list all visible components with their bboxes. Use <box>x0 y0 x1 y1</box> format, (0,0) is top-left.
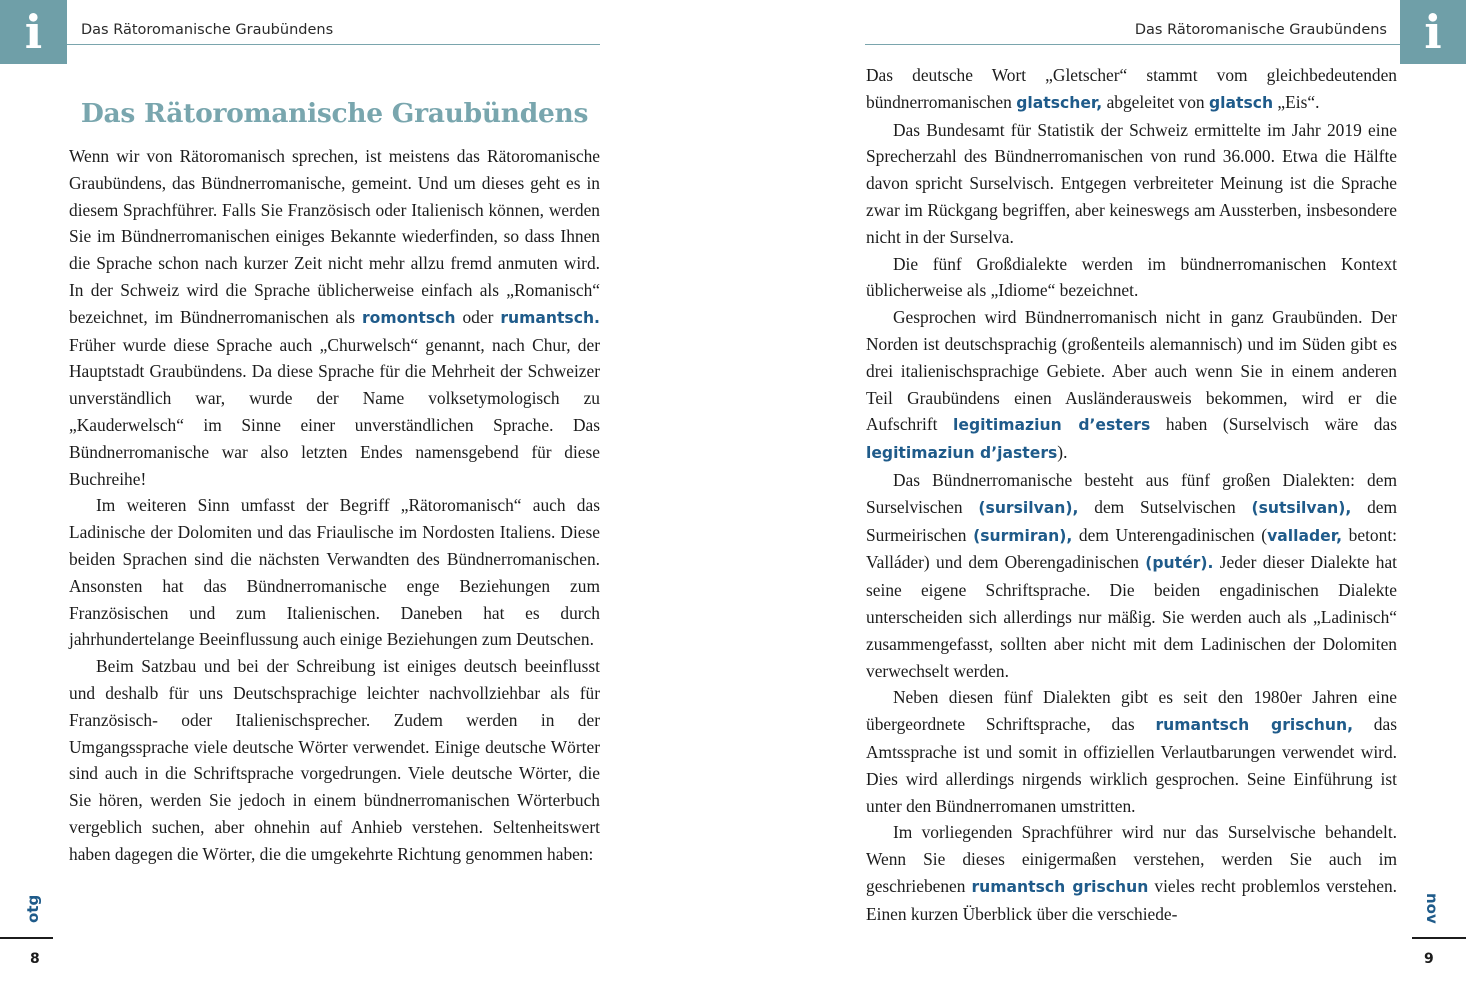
text-run: Wenn wir von Rätoromanisch sprechen, ist meistens das Rätoromanische Graubündens, das Bündnerromanische, gemeint. Und um dieses geht es in diesem Sprachführer. Falls Sie Französisch oder Italienisch können, werden Sie im Bündnerromanischen einiges Bekannte wiederfinden, so dass Ihnen die Sprache schon nach kurzer Zeit nicht mehr allzu fremd anmuten wird. In der Schweiz wird die Sprache üblicherweise einfach als „Romanisch“ bezeichnet, im Bündnerromanischen als <box>69 146 600 327</box>
romansh-term: (sutsilvan), <box>1251 498 1352 517</box>
chapter-title: Das Rätoromanische Graubündens <box>80 97 589 129</box>
text-run: dem Sutselvischen <box>1078 496 1252 517</box>
text-run: Jeder dieser Dialekte hat seine eigene Schriftsprache. Die beiden engadinischen Dialekte unterscheiden sich allerdings nur mäßig. Sie werden auch als „Ladinisch“ zusammengefasst, sollten aber nicht mit dem Ladinischen der Dolomiten verwechselt werden. <box>866 552 1397 681</box>
right-page-body <box>866 62 1397 928</box>
body-paragraph <box>866 62 1397 117</box>
text-run: Das Bundesamt für Statistik der Schweiz ermittelte im Jahr 2019 eine Sprecherzahl des Bündnerromanischen von rund 36.000. Etwa die Hälfte davon spricht Surselvisch. Entgegen verbreiteter Meinung ist die Sprache zwar im Rückgang begriffen, aber keineswegs am Aussterben, insbesondere nicht in der Surselva. <box>866 119 1397 247</box>
romansh-term: rumantsch grischun, <box>1155 716 1354 735</box>
body-paragraph <box>866 304 1397 467</box>
left-page-body <box>69 143 600 868</box>
header-rule-right <box>865 44 1400 45</box>
text-run: vieles recht problemlos verstehen. Einen kurzen Überblick über die verschiede- <box>866 875 1397 924</box>
page-number-right: 9 <box>1424 951 1434 967</box>
romansh-term: glatsch <box>1208 93 1274 112</box>
running-head-right: Das Rätoromanische Graubündens <box>1134 22 1387 38</box>
body-paragraph <box>866 251 1397 305</box>
info-icon: i <box>0 0 67 64</box>
body-paragraph <box>69 143 600 492</box>
romansh-term: rumantsch grischun <box>971 877 1149 896</box>
text-run: Im vorliegenden Sprachführer wird nur das Surselvische behandelt. Wenn Sie dieses einigermaßen verstehen, werden Sie auch im geschriebenen <box>866 822 1397 896</box>
text-run: Das deutsche Wort „Gletscher“ stammt vom gleichbedeutenden bündnerromanischen <box>866 65 1397 112</box>
text-run: Im weiteren Sinn umfasst der Begriff „Rätoromanisch“ auch das Ladinische der Dolomiten und das Friaulische im Nordosten Italiens. Diese beiden Sprachen sind die nächsten Verwandten des Bündnerromanischen. Ansonsten hat das Bündnerromanische enge Beziehungen zum Französischen und zum Italienischen. Daneben hat es durch jahrhundertelange Beeinflussung auch einige Beziehungen zum Deutschen. <box>69 495 600 650</box>
romansh-term: rumantsch. <box>500 308 600 327</box>
romansh-term: legitimaziun d’jasters <box>866 444 1058 463</box>
body-paragraph <box>866 467 1397 684</box>
romansh-term: legitimaziun d’esters <box>953 416 1151 435</box>
body-paragraph <box>69 492 600 653</box>
text-run: Beim Satzbau und bei der Schreibung ist einiges deutsch beeinflusst und deshalb für uns Deutschsprachige leichter nachvollziehbar als für Französisch- oder Italienischsprecher. Zudem werden in der Umgangssprache viele deutsche Wörter verwendet. Einige deutsche Wörter sind auch in die Schriftsprache vorgedrungen. Viele deutsche Wörter, die Sie hören, werden Sie jedoch in einem bündnerromanischen Wörterbuch vergeblich suchen, aber ohnehin auf Anhieb verstehen. Seltenheitswert haben dagegen die Wörter, die die umgekehrte Richtung genommen haben: <box>69 656 600 864</box>
text-run: Neben diesen fünf Dialekten gibt es seit den 1980er Jahren eine übergeordnete Schriftsprache, das <box>866 687 1397 735</box>
body-paragraph <box>866 684 1397 819</box>
text-run: Die fünf Großdialekte werden im bündnerromanischen Kontext üblicherweise als „Idiome“ bezeichnet. <box>866 253 1397 301</box>
text-run: „Eis“. <box>1273 91 1320 112</box>
romansh-term: (sursilvan), <box>978 498 1079 517</box>
text-run: dem Surmeirischen <box>866 496 1398 545</box>
footer-rule-left <box>0 937 53 939</box>
side-tab-right[interactable]: nov <box>1423 893 1441 924</box>
text-run: das Amtssprache ist und somit in offiziellen Verlautbarungen verwendet wird. Dies wird allerdings nirgends wirklich gesprochen. Seine Einführung ist unter den Bündnerromanen umstritten. <box>866 714 1397 816</box>
text-run: Gesprochen wird Bündnerromanisch nicht in ganz Graubünden. Der Norden ist deutschsprachig (großenteils alemannisch) und im Süden gibt es drei italienischsprachige Gebiete. Aber auch wenn Sie in einem anderen Teil Graubündens einen Ausländerausweis bekommen, wird er die Aufschrift <box>866 307 1397 435</box>
header-rule-left <box>67 44 600 45</box>
text-run: abgeleitet von <box>1102 91 1209 112</box>
text-run: betont: Valláder) und dem Oberengadinischen <box>866 524 1397 573</box>
romansh-term: (surmiran), <box>973 526 1073 545</box>
side-tab-left[interactable]: otg <box>24 894 42 923</box>
body-paragraph <box>866 819 1397 927</box>
info-icon: i <box>1400 0 1466 64</box>
romansh-term: romontsch <box>361 308 456 327</box>
romansh-term: glatscher, <box>1016 93 1103 112</box>
body-paragraph <box>866 117 1397 251</box>
page-number-left: 8 <box>30 951 40 967</box>
romansh-term: (putér). <box>1145 554 1214 573</box>
body-paragraph <box>69 653 600 867</box>
text-run: oder <box>455 306 501 327</box>
running-head-left: Das Rätoromanische Graubündens <box>81 22 334 38</box>
text-run: Früher wurde diese Sprache auch „Churwelsch“ genannt, nach Chur, der Hauptstadt Graubündens. Da diese Sprache für die Mehrheit der Schweizer unverständlich war, wurde der Name volksetymologisch zu „Kauderwelsch“ im Sinne einer unverständlichen Sprache. Das Bündnerromanische war also letzten Endes namensgebend für diese Buchreihe! <box>69 334 600 489</box>
text-run: ). <box>1057 442 1068 463</box>
text-run: Das Bündnerromanische besteht aus fünf großen Dialekten: dem Surselvischen <box>866 469 1397 517</box>
text-run: dem Unterengadinischen ( <box>1072 524 1268 545</box>
text-run: haben (Surselvisch wäre das <box>1150 414 1397 435</box>
footer-rule-right <box>1412 937 1466 939</box>
romansh-term: vallader, <box>1267 526 1343 545</box>
